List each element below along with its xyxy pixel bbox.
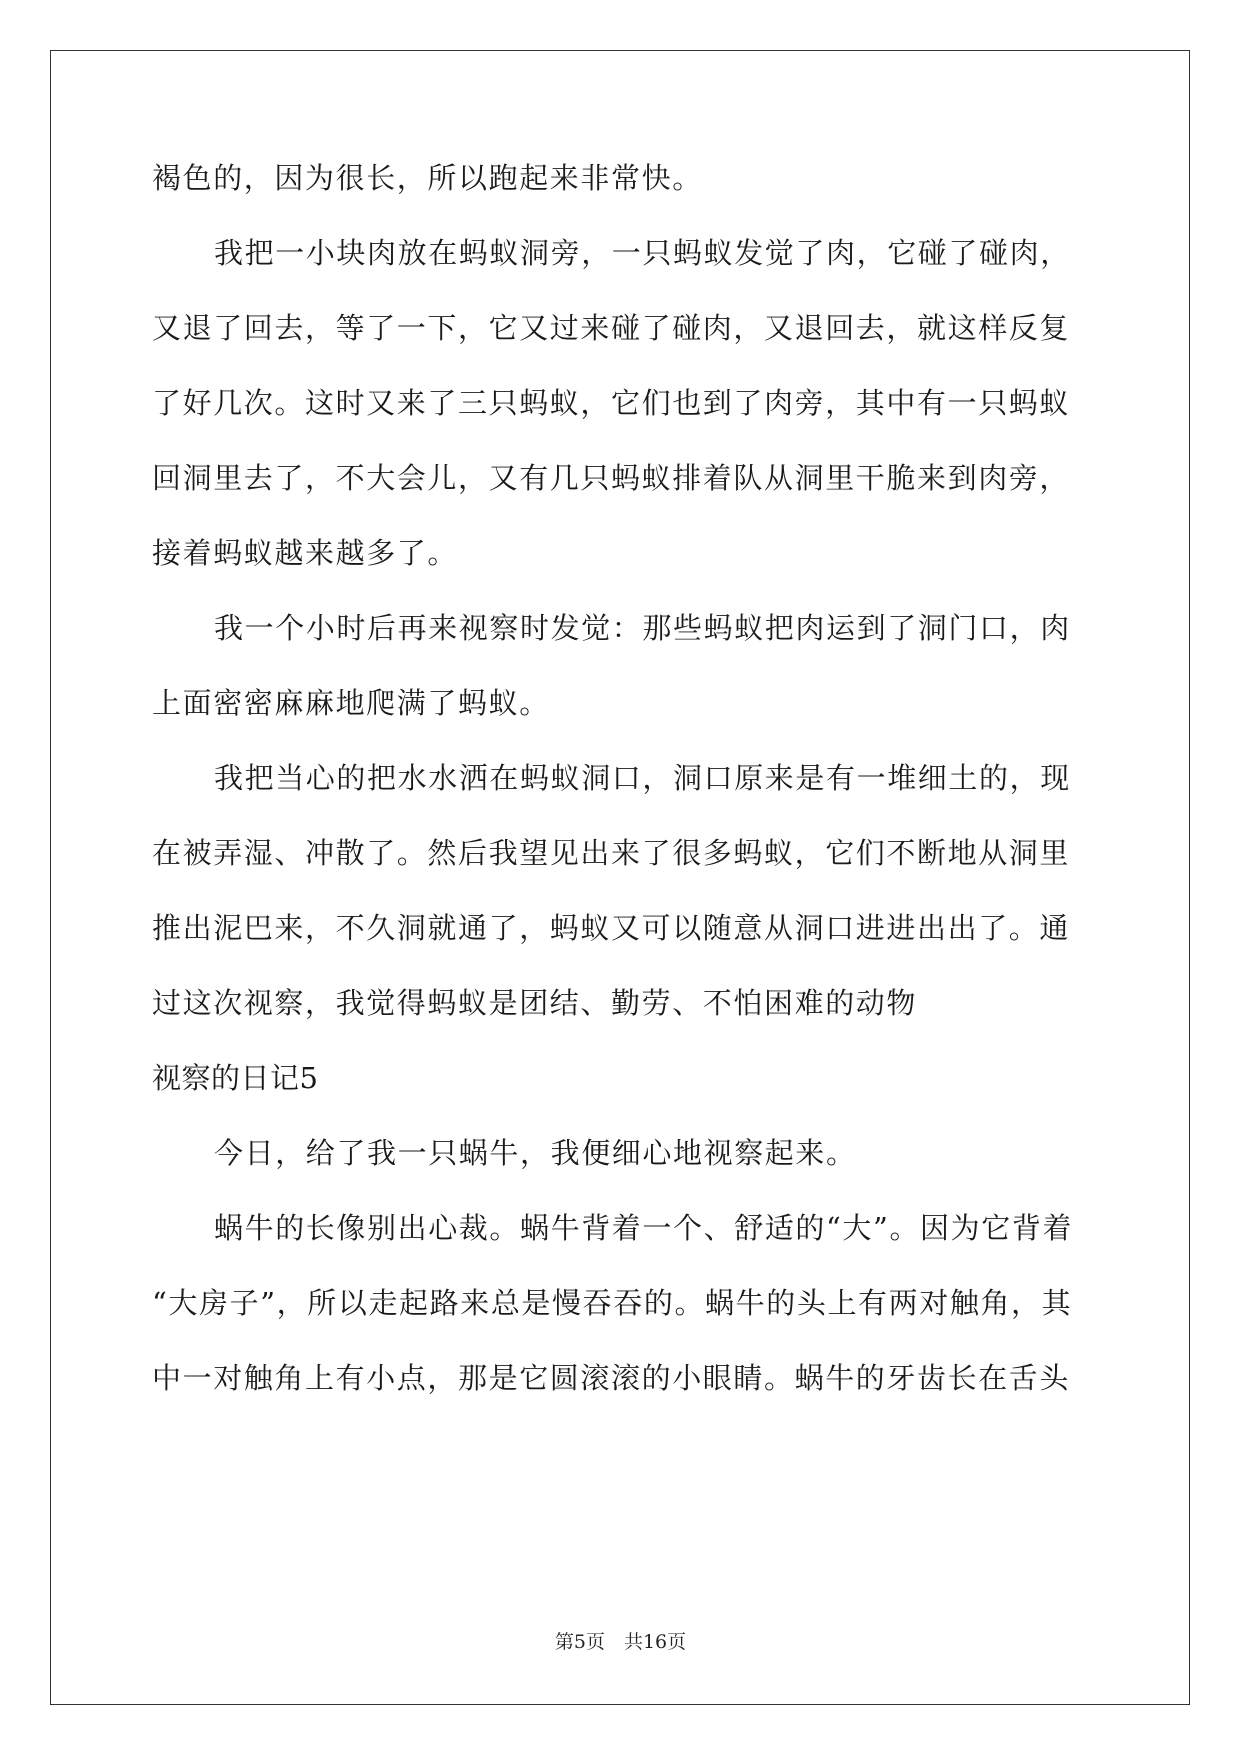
text-line: 中一对触角上有小点，那是它圆滚滚的小眼睛。蜗牛的牙齿长在舌头 — [152, 1361, 1071, 1395]
text-line: 上面密密麻麻地爬满了蚂蚁。 — [152, 686, 550, 720]
paragraph-line: 我把一小块肉放在蚂蚁洞旁，一只蚂蚁发觉了肉，它碰了碰肉， — [214, 236, 1071, 270]
text-line: 过这次视察，我觉得蚂蚁是团结、勤劳、不怕困难的动物 — [152, 986, 918, 1020]
text-line: 回洞里去了，不大会儿，又有几只蚂蚁排着队从洞里干脆来到肉旁， — [152, 461, 1071, 495]
text-line: 接着蚂蚁越来越多了。 — [152, 536, 459, 570]
text-line: 了好几次。这时又来了三只蚂蚁，它们也到了肉旁，其中有一只蚂蚁 — [152, 386, 1071, 420]
text-line: 又退了回去，等了一下，它又过来碰了碰肉，又退回去，就这样反复 — [152, 311, 1071, 345]
paragraph-line: 我一个小时后再来视察时发觉：那些蚂蚁把肉运到了洞门口，肉 — [214, 611, 1071, 645]
text-line: 褐色的，因为很长，所以跑起来非常快。 — [152, 161, 703, 195]
text-line: 推出泥巴来，不久洞就通了，蚂蚁又可以随意从洞口进进出出了。通 — [152, 911, 1071, 945]
page-border — [50, 50, 1190, 1705]
paragraph-line: 我把当心的把水水洒在蚂蚁洞口，洞口原来是有一堆细土的，现 — [214, 761, 1071, 795]
section-heading: 视察的日记5 — [152, 1061, 319, 1095]
text-line: “大房子”，所以走起路来总是慢吞吞的。蜗牛的头上有两对触角，其 — [152, 1286, 1073, 1320]
text-line: 在被弄湿、冲散了。然后我望见出来了很多蚂蚁，它们不断地从洞里 — [152, 836, 1071, 870]
page-number: 第5页 共16页 — [554, 1631, 687, 1653]
paragraph-line: 今日，给了我一只蜗牛，我便细心地视察起来。 — [214, 1136, 857, 1170]
paragraph-line: 蜗牛的长像别出心裁。蜗牛背着一个、舒适的“大”。因为它背着 — [214, 1211, 1074, 1245]
